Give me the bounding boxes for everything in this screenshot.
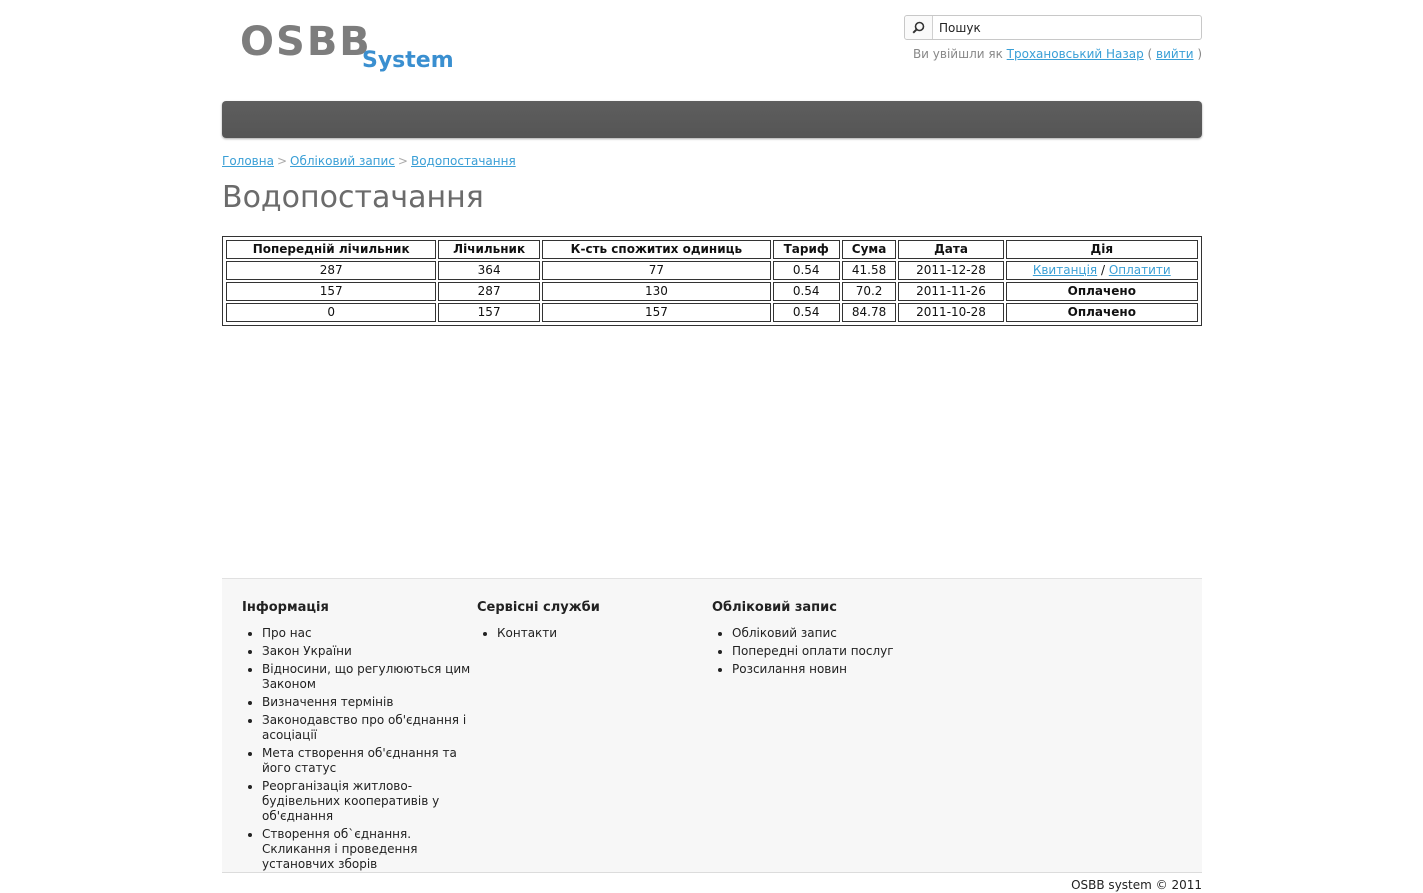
- footer-link-law[interactable]: • Закон України: [262, 644, 472, 659]
- logout-link[interactable]: вийти: [1156, 47, 1194, 61]
- footer-heading-services: Сервісні служби: [477, 600, 600, 615]
- cell-units: 157: [542, 303, 771, 322]
- logo-text-system: System: [362, 48, 454, 73]
- search-input[interactable]: [933, 16, 1201, 39]
- user-profile-link[interactable]: Трохановський Назар: [1006, 47, 1144, 61]
- footer-link-legislation[interactable]: • Законодавство про об'єднання і асоціації: [262, 713, 472, 743]
- column-header-meter: Лічильник: [438, 240, 540, 259]
- cell-previous-meter: 157: [226, 282, 436, 301]
- footer-link-creation[interactable]: • Створення об`єднання. Скликання і проведення установчих зборів: [262, 827, 472, 872]
- cell-meter: 287: [438, 282, 540, 301]
- table-header-row: [226, 240, 1198, 259]
- cell-sum: 41.58: [842, 261, 897, 280]
- cell-tariff: 0.54: [773, 261, 840, 280]
- cell-status-paid: Оплачено: [1006, 303, 1198, 322]
- receipt-link[interactable]: Квитанція: [1032, 263, 1098, 277]
- footer-list-services: [477, 626, 707, 641]
- water-supply-table: [224, 238, 1200, 324]
- footer: [222, 578, 1202, 873]
- cell-previous-meter: 0: [226, 303, 436, 322]
- footer-link-about[interactable]: • Про нас: [262, 626, 472, 641]
- main-navbar: [222, 101, 1202, 138]
- breadcrumb-home[interactable]: Головна: [222, 154, 274, 168]
- breadcrumb-separator: >: [397, 154, 408, 168]
- logo-text-osbb: OSBB: [240, 19, 372, 65]
- footer-column-info: [242, 599, 472, 875]
- footer-link-reorganization[interactable]: • Реорганізація житлово-будівельних кооперативів у об'єднання: [262, 779, 472, 824]
- search-icon: [912, 21, 925, 34]
- footer-link-newsletter[interactable]: • Розсилання новин: [732, 662, 942, 677]
- login-open-paren: (: [1143, 47, 1157, 61]
- cell-date: 2011-10-28: [898, 303, 1003, 322]
- search-box: [904, 15, 1202, 40]
- footer-link-relations[interactable]: • Відносини, що регулюються цим Законом: [262, 662, 472, 692]
- footer-list-info: [242, 626, 472, 872]
- login-prefix: Ви увійшли як: [912, 47, 1007, 61]
- breadcrumb-separator: >: [276, 154, 288, 168]
- page-title: Водопостачання: [222, 180, 484, 215]
- footer-link-contacts[interactable]: • Контакти: [497, 626, 707, 641]
- cell-sum: 70.2: [842, 282, 897, 301]
- water-supply-table-container: [222, 236, 1202, 326]
- column-header-units-consumed: К-сть спожитих одиниць: [542, 240, 771, 259]
- breadcrumb: [222, 154, 516, 168]
- search-button[interactable]: [905, 16, 933, 39]
- cell-units: 130: [542, 282, 771, 301]
- cell-date: 2011-12-28: [898, 261, 1003, 280]
- cell-date: 2011-11-26: [898, 282, 1003, 301]
- cell-units: 77: [542, 261, 771, 280]
- cell-sum: 84.78: [842, 303, 897, 322]
- column-header-date: Дата: [898, 240, 1003, 259]
- login-close-paren: ): [1193, 47, 1202, 61]
- column-header-sum: Сума: [842, 240, 897, 259]
- footer-link-account[interactable]: • Обліковий запис: [732, 626, 942, 641]
- cell-meter: 364: [438, 261, 540, 280]
- table-row: [226, 261, 1198, 280]
- login-info: [913, 47, 1202, 61]
- footer-link-payment-history[interactable]: • Попередні оплати послуг: [732, 644, 942, 659]
- table-row: [226, 282, 1198, 301]
- cell-tariff: 0.54: [773, 282, 840, 301]
- column-header-tariff: Тариф: [773, 240, 840, 259]
- footer-link-purpose[interactable]: • Мета створення об'єднання та його статус: [262, 746, 472, 776]
- footer-column-account: [712, 599, 942, 680]
- breadcrumb-water-supply[interactable]: Водопостачання: [410, 154, 516, 168]
- column-header-previous-meter: Попередній лічильник: [226, 240, 436, 259]
- cell-previous-meter: 287: [226, 261, 436, 280]
- copyright: OSBB system © 2011: [1071, 878, 1202, 892]
- action-separator: /: [1097, 263, 1109, 277]
- footer-heading-account: Обліковий запис: [712, 600, 837, 615]
- cell-status-paid: Оплачено: [1006, 282, 1198, 301]
- breadcrumb-account[interactable]: Обліковий запис: [290, 154, 395, 168]
- cell-tariff: 0.54: [773, 303, 840, 322]
- footer-heading-info: Інформація: [242, 600, 329, 615]
- cell-action: [1006, 261, 1198, 280]
- cell-meter: 157: [438, 303, 540, 322]
- table-row: [226, 303, 1198, 322]
- footer-link-definitions[interactable]: • Визначення термінів: [262, 695, 472, 710]
- pay-link[interactable]: Оплатити: [1108, 263, 1171, 277]
- column-header-action: Дія: [1006, 240, 1198, 259]
- footer-column-services: [477, 599, 707, 644]
- footer-list-account: [712, 626, 942, 677]
